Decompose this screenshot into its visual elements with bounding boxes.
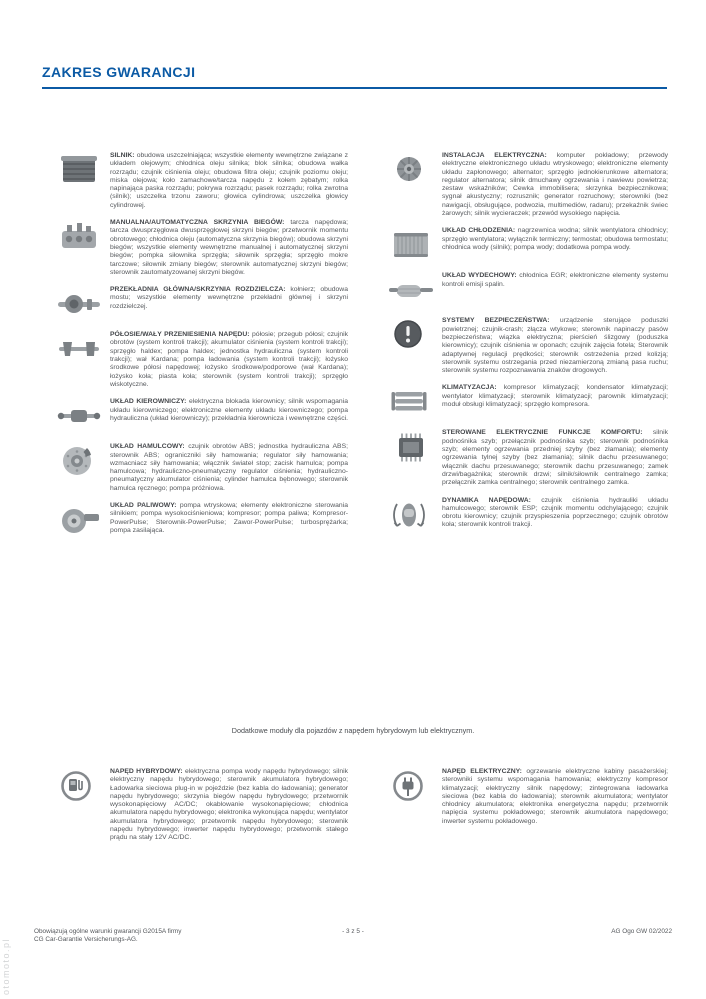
section-body: komputer pokładowy; przewody elektryczne elektronicznego układu wtryskowego; elektroniczne elementy układu zapłonowego; alternator; sprzęgło jednokierunkowe alternatora; regulator alternatora; silnik dmuchawy ogrzewania i nawiewu powietrza; zestaw wskaźników; Cewka immobilisera; skrzynka bezpiecznikowa; sygnał akustyczny; rozrusznik; generator rozruchowy; sterowniki (bez nawigacji, obsługujące, podwozia, multimediów, radaru); przekaźnik świec żarowych; silnik wycieraczek; przewód wysokiego napięcia. (442, 152, 669, 218)
section-text (110, 443, 348, 493)
section-title: NAPĘD ELEKTRYCZNY: (442, 768, 522, 775)
section-exhaust (388, 272, 668, 308)
section-electrical (388, 152, 668, 218)
section-text (110, 398, 348, 434)
hybrid-charger-icon (56, 768, 102, 804)
section-body: tarcza napędowa; tarcza dwusprzęgłowa dwusprzęgłowej skrzyni biegów; przetwornik momentu obrotowego; chłodnica oleju (automatyczna skrzynia biegów); obudowa skrzyni biegów; wszystkie elementy wewnętrzne manualnej i automatycznej skrzyni biegów; pompka siłownika sprzęgła; siłownik sprzęgła; sprzęgło mokre tarczowe; siłownik zmiany biegów; sterownik automatycznej skrzyni biegów; sterownik zautomatyzowanej skrzyni biegów. (110, 219, 348, 276)
section-body: ogrzewanie elektryczne kabiny pasażerskiej; sterowniki systemu wspomagania hamowania; elektryczny kompresor klimatyzacji; elektryczny silnik napędowy; zintegrowana ładowarka sieciowa (bez kabla do ładowania); sterownik akumulatora; wentylator chłodnicy akumulatora; elektronika energetyczna napędu; przetwornik napięcia systemu pokładowego; sterownik akumulatora napędowego; inwerter systemu pokładowego. (442, 768, 668, 825)
section-steering (56, 398, 348, 434)
differential-icon (56, 286, 102, 322)
section-title: KLIMATYZACJA: (442, 384, 497, 392)
right-column (388, 152, 668, 538)
section-comfort (388, 429, 668, 487)
brake-disc-icon (56, 443, 102, 479)
section-body: kołnierz; obudowa mostu; wszystkie elementy wewnętrzne przekładni głównej i skrzyni rozdzielczej. (110, 286, 348, 310)
section-title: NAPĘD HYBRYDOWY: (110, 768, 183, 775)
section-body: obudowa uszczelniająca; wszystkie elementy wewnętrzne związane z układem olejowym; chłodnica oleju silnika; blok silnika; obudowa wałka rozrządu; czujnik ciśnienia oleju; obudowa filtra oleju; czujnik poziomu oleju; miska olejowa; koło zamachowe/tarcza napędu z kołem zębatym; rolka napinająca paska rozrządu; pokrywa rozrządu; pasek rozrządu; rolka zwrotna (silnik); uszczelka trzonu zaworu; głowica cylindrowa; uszczelka głowicy cylindrowej. (110, 152, 349, 209)
section-text (442, 429, 668, 487)
section-fuel (56, 502, 348, 538)
watermark: otomoto.pl (1, 937, 11, 995)
section-title: SYSTEMY BEZPIECZEŃSTWA: (442, 317, 550, 325)
section-safety (388, 317, 668, 375)
section-title: UKŁAD KIEROWNICZY: (110, 398, 187, 406)
section-body: pompa wtryskowa; elementy elektroniczne sterowania silnikiem; pompa wysokociśnieniowa; kompresor; pompa paliwa; Kompresor-PowerPulse; Sterownik-PowerPulse; Zawor-PowerPulse; turbosprężarka; pompa zasilająca. (110, 502, 349, 534)
page-footer (34, 928, 672, 944)
alternator-icon (388, 152, 434, 188)
section-engine (56, 152, 348, 210)
section-title: PÓŁOSIE/WAŁY PRZENIESIENIA NAPĘDU: (110, 331, 250, 339)
section-text (442, 497, 668, 533)
gearbox-icon (56, 219, 102, 255)
section-text (442, 272, 668, 308)
ac-condenser-icon (388, 384, 434, 420)
section-body: półosie; przegub półosi; czujnik obrotów (system kontroli trakcji); akumulator ciśnienia (system kontroli trakcji); sprzęgło haldex; pompa haldex; jednostka hydrauliczna (system kontroli trakcji); wał Kardana; pompa ładowania (system kontroli trakcji); łożysko środkowe półosi napędowej; łożysko środkowe/podporowe (wał Kardana); łożysko koła; piasta koła; sterownik (system kontroli trakcji); sprzęgło wiskotyczne. (110, 331, 349, 388)
section-differential (56, 286, 348, 322)
page-title: ZAKRES GWARANCJI (42, 64, 196, 80)
section-electric-drive (388, 768, 668, 843)
section-axles (56, 331, 348, 389)
turbocharger-icon (56, 502, 102, 538)
warranty-sections-grid (56, 152, 668, 538)
radiator-icon (388, 227, 434, 263)
section-text (442, 768, 668, 843)
section-text (110, 331, 348, 389)
section-body: czujnik ciśnienia hydrauliki układu hamulcowego; sterownik ESP; czujnik momentu odchylającego; czujnik obrotu kierownicy; czujnik przyspieszenia poprzecznego; czujnik obrotów koła; sterownik kontroli trakcji. (442, 496, 668, 529)
section-text (110, 502, 348, 538)
chip-icon (388, 429, 434, 465)
section-text (442, 317, 668, 375)
vehicle-dynamics-icon (388, 497, 434, 533)
section-text (442, 152, 668, 218)
section-title: DYNAMIKA NAPĘDOWA: (442, 496, 531, 504)
section-text (442, 384, 668, 420)
hybrid-electric-note: Dodatkowe moduły dla pojazdów z napędem hybrydowym lub elektrycznym. (231, 726, 475, 735)
footer-document-code: AG Ogo GW 02/2022 (611, 928, 672, 935)
section-title: PRZEKŁADNIA GŁÓWNA/SKRZYNIA ROZDZIELCZA: (110, 286, 286, 294)
steering-rack-icon (56, 398, 102, 434)
section-text (110, 152, 348, 210)
section-title: STEROWANE ELEKTRYCZNIE FUNKCJE KOMFORTU: (442, 429, 643, 437)
section-gearbox (56, 219, 348, 277)
title-underline (42, 87, 667, 89)
warning-icon (388, 317, 434, 353)
section-body: kompresor klimatyzacji; kondensator klimatyzacji; wentylator klimatyzacji; sterownik klimatyzacji; parownik klimatyzacji; moduł obsługi klimatyzacji; sprzęgło kompresora. (442, 384, 669, 409)
section-body: czujnik obrotów ABS; jednostka hydrauliczna ABS; sterownik ABS; ograniczniki siły hamowania; regulator siły hamowania; wzmacniacz siły hamowania; włącznik świateł stop; zacisk hamulca; pompa hamulcowa; hydrauliczno-pneumatyczny regulator ciśnienia; hydrauliczno-pneumatyczny akumulator ciśnienia; cylinder hamulca bębnowego; sterownik hamulca ręcznego; pompa próżniowa. (110, 443, 348, 492)
section-dynamics (388, 497, 668, 533)
section-text (110, 286, 348, 322)
footer-terms: Obowiązują ogólne warunki gwarancji G2015A firmy CG Car-Garantie Versicherungs-AG. (34, 928, 182, 943)
section-cooling (388, 227, 668, 263)
muffler-icon (388, 272, 434, 308)
footer-page-number: - 3 z 5 - (342, 928, 364, 935)
section-body: urządzenie sterujące poduszki powietrznej; czujnik-crash; złącza wtykowe; sterownik napinaczy pasów bezpieczeństwa; wiązka elektryczna; pierścień ślizgowy (poduszka kierownicy); czujnik ciśnienia w oponach; czujnik zajęcia fotela; Sterownik adaptywnej regulacji prędkości; sterownik ostrzeżenia przed kolizją; sterownik systemu ostrzegania przed niezamierzoną zmianą pasa ruchu; sterownik systemu rozpoznawania znaków drogowych. (442, 317, 668, 375)
section-body: silnik podnośnika szyb; przełącznik podnośnika szyb; sterownik podnośnika szyb; elementy ogrzewania przedniej szyby (bez złamania); elementy ogrzewania tylnej szyby (bez złamania); silnik dachu przesuwanego; włącznik dachu przesuwanego; sterownik dachu przesuwanego; zamek drzwi/bagażnika; sterownik drzwi; silnik/siłownik centralnego zamka; przełącznik zamka centralnego; sterownik centralnego zamka. (442, 429, 668, 487)
section-title: UKŁAD HAMULCOWY: (110, 443, 185, 451)
section-text (442, 227, 668, 263)
section-title: SILNIK: (110, 152, 135, 159)
electric-plug-icon (388, 768, 434, 804)
section-title: UKŁAD WYDECHOWY: (442, 272, 517, 280)
left-column (56, 152, 348, 538)
section-body: chłodnica EGR; elektroniczne elementy systemu kontroli emisji spalin. (442, 272, 668, 288)
section-air-conditioning (388, 384, 668, 420)
section-title: INSTALACJA ELEKTRYCZNA: (442, 152, 547, 159)
section-body: elektryczna pompa wody napędu hybrydowego; silnik elektryczny napędu hybrydowego; sterownik akumulatora hybrydowego; Ładowarka sieciowa plug-in w pojeździe (bez kabla do ładowania); generator napędu hybrydowego; skrzynia biegów napędu hybrydowego; przetwornik wysokonapięciowy AC/DC; okablowanie wysokonapięciowe; chłodnica akumulatora napędu hybrydowego; elektronika wykonująca napędu; wentylator akumulatora hybrydowego; przetwornik napędu hybrydowego; sterownik napędu hybrydowego; inwerter napędu hybrydowego; przetwornik stałego prądu na stały 12V AC/DC. (110, 768, 349, 842)
section-body: nagrzewnica wodna; silnik wentylatora chłodnicy; sprzęgło wentylatora; wyłącznik termiczny; termostat; obudowa termostatu; chłodnica wody (silnik); pompa wody; dodatkowa pompa wody. (442, 227, 668, 251)
section-brakes (56, 443, 348, 493)
section-body: elektryczna blokada kierownicy; silnik wspomagania układu kierowniczego; elektroniczne elementy układu kierowniczego; pompa hydrauliczna (układ kierowniczy); przekładnia kierownicza i wewnętrzne części. (110, 398, 348, 422)
hybrid-electric-sections-grid (56, 768, 668, 843)
section-text (110, 768, 348, 843)
section-title: MANUALNA/AUTOMATYCZNA SKRZYNIA BIEGÓW: (110, 219, 285, 227)
section-text (110, 219, 348, 277)
section-hybrid-drive (56, 768, 348, 843)
section-title: UKŁAD CHŁODZENIA: (442, 227, 516, 235)
section-title: UKŁAD PALIWOWY: (110, 502, 177, 510)
engine-icon (56, 152, 102, 188)
axle-icon (56, 331, 102, 367)
